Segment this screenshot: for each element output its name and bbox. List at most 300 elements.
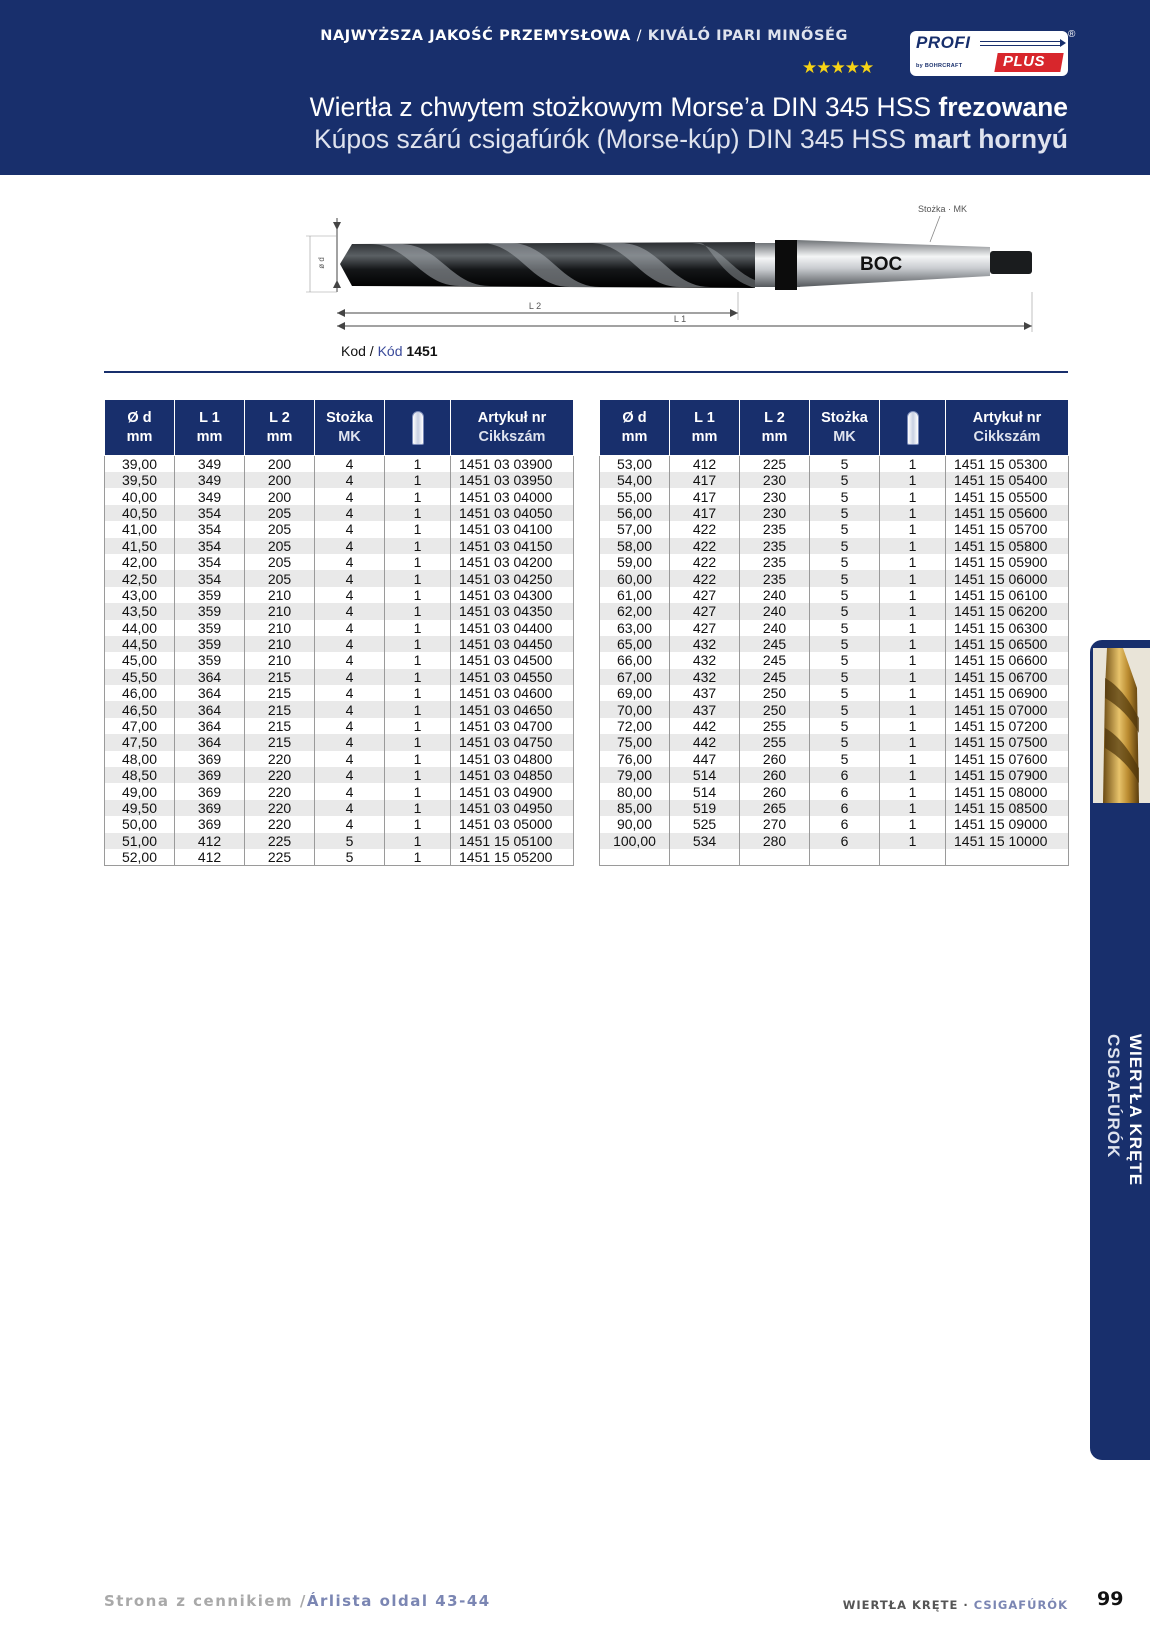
page-header <box>0 0 1150 175</box>
cell-diameter: 76,00 <box>616 750 653 767</box>
cell-taper: 5 <box>810 652 880 668</box>
cell-article: 1451 15 05800 <box>946 538 1069 554</box>
cell-article: 1451 15 07200 <box>946 718 1069 734</box>
cell-taper: 6 <box>810 833 880 849</box>
cell-l1: 534 <box>670 833 740 849</box>
cell-article: 1451 15 05400 <box>946 472 1069 488</box>
cell-diameter: 51,00 <box>105 833 175 849</box>
cell-article: 1451 15 06900 <box>946 685 1069 701</box>
table-row <box>105 652 574 668</box>
cell-diameter: 69,00 <box>616 685 653 702</box>
cell-article: 1451 03 04750 <box>451 734 574 750</box>
table-row <box>105 734 574 750</box>
title-hu-bold: mart hornyú <box>913 124 1068 154</box>
cell-diameter: 49,00 <box>121 783 158 800</box>
cell-taper: 4 <box>315 669 385 685</box>
cell-l2: 235 <box>740 554 810 570</box>
cell-pack: 1 <box>880 488 946 504</box>
cell-diameter: 72,00 <box>616 718 653 735</box>
tagline-hu: KIVÁLÓ IPARI MINŐSÉG <box>647 28 848 44</box>
cell-taper: 5 <box>810 521 880 537</box>
drill-bit-icon <box>980 41 1060 46</box>
cell-diameter: 53,00 <box>616 456 653 472</box>
tagline-separator: / <box>636 28 643 44</box>
cell-article: 1451 15 05200 <box>451 849 574 866</box>
drill-table-right <box>599 399 1069 866</box>
cell-article: 1451 03 04650 <box>451 701 574 717</box>
table-row <box>600 685 1069 701</box>
col-article-pl: Artykuł nr <box>972 409 1042 426</box>
table-body-left <box>105 456 574 866</box>
cell-l1: 437 <box>670 685 740 701</box>
cell-article: 1451 15 07600 <box>946 751 1069 767</box>
footer-left-pl: Strona z cennikiem <box>104 1592 300 1610</box>
cell-pack: 1 <box>880 538 946 554</box>
cell-article: 1451 15 06700 <box>946 669 1069 685</box>
cell-pack: 1 <box>880 570 946 586</box>
table-row <box>105 833 574 849</box>
cell-article: 1451 15 06600 <box>946 652 1069 668</box>
col-taper-unit: MK <box>338 428 361 445</box>
cell-article: 1451 15 08000 <box>946 783 1069 799</box>
section-footer-label <box>843 1598 1068 1612</box>
cell-pack: 1 <box>880 603 946 619</box>
col-diameter <box>105 400 175 456</box>
cell-diameter: 41,00 <box>121 521 158 538</box>
cell-pack: 1 <box>385 652 451 668</box>
cell-l1: 432 <box>670 652 740 668</box>
quality-stars: ★★★★★ <box>802 58 874 77</box>
cell-l1: 364 <box>175 669 245 685</box>
cell-diameter: 43,00 <box>121 586 158 603</box>
cell-article: 1451 15 05900 <box>946 554 1069 570</box>
cell-pack: 1 <box>880 833 946 849</box>
cell-l2: 230 <box>740 472 810 488</box>
logo-profi-text: PROFI <box>916 33 971 52</box>
cell-taper: 4 <box>315 816 385 832</box>
col-l1-title: L 1 <box>199 409 220 426</box>
cell-l1: 349 <box>175 456 245 473</box>
cell-taper: 5 <box>810 669 880 685</box>
cell-pack: 1 <box>385 620 451 636</box>
table-row <box>600 505 1069 521</box>
cell-pack: 1 <box>880 718 946 734</box>
cell-l1: 447 <box>670 751 740 767</box>
cell-l1: 514 <box>670 783 740 799</box>
cell-l2: 245 <box>740 669 810 685</box>
cell-pack: 1 <box>880 620 946 636</box>
table-row <box>105 538 574 554</box>
cell-pack: 1 <box>880 456 946 473</box>
cell-diameter: 42,50 <box>105 570 175 586</box>
table-row <box>600 472 1069 488</box>
cell-l1: 432 <box>670 669 740 685</box>
cell-article: 1451 03 04000 <box>451 488 574 504</box>
cell-l2: 205 <box>245 570 315 586</box>
cell-pack: 1 <box>880 472 946 488</box>
cell-diameter: 45,00 <box>121 652 158 669</box>
cell-l1: 525 <box>670 816 740 832</box>
cell-pack: 1 <box>385 833 451 849</box>
cell-pack: 1 <box>385 488 451 504</box>
table-row <box>600 833 1069 849</box>
cell-l2: 260 <box>740 767 810 783</box>
cell-l2: 240 <box>740 620 810 636</box>
diameter-label: ø d <box>317 257 326 269</box>
cell-article: 1451 03 04900 <box>451 783 574 799</box>
table-row <box>105 701 574 717</box>
cell-l1: 359 <box>175 652 245 668</box>
table-row <box>600 554 1069 570</box>
cell-taper: 5 <box>810 636 880 652</box>
cell-l2: 270 <box>740 816 810 832</box>
footer-left-hu: Árlista oldal 43-44 <box>306 1592 491 1610</box>
cell-taper: 4 <box>315 488 385 504</box>
cell-l1: 349 <box>175 488 245 504</box>
cell-l2: 255 <box>740 734 810 750</box>
cell-l2: 220 <box>245 767 315 783</box>
cell-taper: 5 <box>810 472 880 488</box>
cell-article: 1451 03 04450 <box>451 636 574 652</box>
cell-l1: 427 <box>670 587 740 603</box>
table-row <box>105 620 574 636</box>
cell-pack: 1 <box>880 767 946 783</box>
cell-pack: 1 <box>385 701 451 717</box>
cylinder-pack-icon <box>907 411 919 445</box>
cell-article: 1451 15 05500 <box>946 488 1069 504</box>
table-row <box>105 800 574 816</box>
cell-pack <box>880 849 946 865</box>
cell-l1: 442 <box>670 718 740 734</box>
cell-l1: 412 <box>175 833 245 849</box>
table-row <box>105 587 574 603</box>
cell-l2: 260 <box>740 751 810 767</box>
table-row <box>600 701 1069 717</box>
table-row <box>105 554 574 570</box>
title-hu <box>314 124 1068 155</box>
cell-taper: 6 <box>810 783 880 799</box>
table-header-row <box>600 400 1069 456</box>
cell-l2: 250 <box>740 685 810 701</box>
cell-pack: 1 <box>880 800 946 816</box>
col-article <box>451 400 574 456</box>
cell-pack: 1 <box>385 800 451 816</box>
profi-plus-logo <box>910 31 1068 76</box>
cell-l1: 369 <box>175 816 245 832</box>
cell-l1: 422 <box>670 554 740 570</box>
cell-article: 1451 15 06000 <box>946 570 1069 586</box>
cell-pack: 1 <box>385 603 451 619</box>
section-divider <box>104 371 1068 373</box>
cell-l1: 514 <box>670 767 740 783</box>
cell-diameter: 80,00 <box>616 783 653 800</box>
cell-l1: 519 <box>670 800 740 816</box>
table-row <box>105 685 574 701</box>
col-diameter <box>600 400 670 456</box>
cell-taper: 4 <box>315 472 385 488</box>
cell-l1: 364 <box>175 734 245 750</box>
cell-pack: 1 <box>385 751 451 767</box>
cell-l2: 230 <box>740 488 810 504</box>
cell-pack: 1 <box>385 554 451 570</box>
cell-pack: 1 <box>880 685 946 701</box>
cell-taper: 4 <box>315 751 385 767</box>
cell-l2: 235 <box>740 538 810 554</box>
l1-label: L 1 <box>673 314 687 324</box>
cell-l1: 349 <box>175 472 245 488</box>
cell-diameter: 75,00 <box>600 734 670 750</box>
gold-drill-icon <box>1093 648 1150 803</box>
table-row <box>105 783 574 799</box>
cell-l2: 225 <box>245 849 315 866</box>
cell-article: 1451 15 05700 <box>946 521 1069 537</box>
cell-l1: 437 <box>670 701 740 717</box>
cell-pack: 1 <box>880 521 946 537</box>
col-taper <box>810 400 880 456</box>
cell-pack: 1 <box>880 816 946 832</box>
cell-taper: 5 <box>810 734 880 750</box>
drill-collar <box>775 240 797 290</box>
cell-article: 1451 15 07500 <box>946 734 1069 750</box>
product-code <box>341 343 438 359</box>
cell-diameter: 67,00 <box>600 669 670 685</box>
cell-taper: 5 <box>810 620 880 636</box>
table-row <box>105 767 574 783</box>
cell-taper: 4 <box>315 570 385 586</box>
table-row <box>600 783 1069 799</box>
cell-article: 1451 15 09000 <box>946 816 1069 832</box>
table-row <box>600 734 1069 750</box>
cell-article: 1451 03 04950 <box>451 800 574 816</box>
table-row <box>105 718 574 734</box>
cell-l1: 417 <box>670 488 740 504</box>
cell-diameter: 49,50 <box>105 800 175 816</box>
col-l2 <box>245 400 315 456</box>
table-row <box>600 620 1069 636</box>
cell-pack: 1 <box>385 734 451 750</box>
cell-pack: 1 <box>880 554 946 570</box>
col-article-hu: Cikkszám <box>478 428 546 445</box>
table-row <box>600 488 1069 504</box>
l2-label: L 2 <box>528 301 542 311</box>
cell-taper: 5 <box>810 570 880 586</box>
title-pl-bold: frezowane <box>938 92 1068 122</box>
col-taper-title: Stożka <box>821 409 868 426</box>
side-tab-pl: WIERTŁA KRĘTE <box>1126 1034 1145 1187</box>
table-row <box>600 718 1069 734</box>
cell-l2: 220 <box>245 783 315 799</box>
cell-l1: 442 <box>670 734 740 750</box>
col-l2-title: L 2 <box>269 409 290 426</box>
cell-pack: 1 <box>880 652 946 668</box>
cell-article: 1451 15 07000 <box>946 701 1069 717</box>
cell-l1: 427 <box>670 603 740 619</box>
cell-taper: 5 <box>810 554 880 570</box>
col-pack <box>880 400 946 456</box>
cell-taper: 4 <box>315 734 385 750</box>
cell-article: 1451 03 04100 <box>451 521 574 537</box>
cell-article: 1451 15 10000 <box>946 833 1069 849</box>
cell-diameter: 85,00 <box>600 800 670 816</box>
kod-label-pl: Kod <box>341 343 366 359</box>
brand-mark: BOC <box>860 254 903 275</box>
cell-l1: 359 <box>175 603 245 619</box>
cell-pack: 1 <box>880 505 946 521</box>
cell-l1: 417 <box>670 472 740 488</box>
cell-pack: 1 <box>385 816 451 832</box>
cell-article: 1451 03 04700 <box>451 718 574 734</box>
cell-l1: 369 <box>175 751 245 767</box>
table-row <box>105 603 574 619</box>
title-hu-regular: Kúpos szárú csigafúrók (Morse-kúp) DIN 345 HSS <box>313 124 914 154</box>
cell-taper: 5 <box>810 456 880 473</box>
cell-article: 1451 03 03900 <box>451 456 574 473</box>
cell-pack: 1 <box>880 636 946 652</box>
table-row <box>105 669 574 685</box>
cell-article: 1451 15 08500 <box>946 800 1069 816</box>
cell-diameter: 40,00 <box>121 488 158 505</box>
cell-article: 1451 03 04350 <box>451 603 574 619</box>
cell-l1: 412 <box>670 456 740 473</box>
cell-l2: 220 <box>245 800 315 816</box>
cell-diameter: 57,00 <box>616 521 653 538</box>
table-row <box>600 570 1069 586</box>
cell-l2: 240 <box>740 587 810 603</box>
cell-pack: 1 <box>385 587 451 603</box>
cell-diameter: 46,50 <box>105 701 175 717</box>
table-row <box>105 521 574 537</box>
cell-diameter: 39,50 <box>105 472 175 488</box>
col-diameter-title: Ø d <box>622 409 647 426</box>
cell-taper: 5 <box>810 685 880 701</box>
cell-pack: 1 <box>880 783 946 799</box>
page-number: 99 <box>1097 1588 1124 1610</box>
cell-diameter: 50,00 <box>121 816 158 833</box>
cell-diameter: 63,00 <box>616 619 653 636</box>
cell-taper: 5 <box>810 538 880 554</box>
table-row <box>600 603 1069 619</box>
cell-article <box>946 849 1069 865</box>
cell-l2: 250 <box>740 701 810 717</box>
cell-l2: 200 <box>245 488 315 504</box>
logo-plus-text: PLUS <box>1003 53 1046 70</box>
col-l2-title: L 2 <box>764 409 785 426</box>
cell-diameter: 40,50 <box>105 505 175 521</box>
cell-diameter: 42,00 <box>121 554 158 571</box>
cell-l1: 369 <box>175 767 245 783</box>
cell-l2: 210 <box>245 652 315 668</box>
cell-l2: 215 <box>245 718 315 734</box>
title-pl <box>310 92 1068 123</box>
cell-diameter: 48,50 <box>105 767 175 783</box>
col-l1-title: L 1 <box>694 409 715 426</box>
cone-label: Stożka · MK <box>918 204 968 214</box>
col-l1-unit: mm <box>691 428 718 445</box>
cell-pack: 1 <box>385 636 451 652</box>
cell-l2: 240 <box>740 603 810 619</box>
cell-l2: 220 <box>245 816 315 832</box>
cell-taper: 5 <box>315 833 385 849</box>
cell-taper: 4 <box>315 521 385 537</box>
cell-diameter: 46,00 <box>121 685 158 702</box>
cell-l2: 245 <box>740 652 810 668</box>
shank-tang <box>990 251 1032 274</box>
table-row <box>600 849 1069 865</box>
cell-taper <box>810 849 880 865</box>
footer-right-hu: CSIGAFÚRÓK <box>973 1598 1068 1612</box>
cell-taper: 4 <box>315 620 385 636</box>
cell-diameter: 39,00 <box>121 456 158 472</box>
col-l1 <box>670 400 740 456</box>
cell-l1: 369 <box>175 783 245 799</box>
cell-l1: 354 <box>175 554 245 570</box>
col-l1-unit: mm <box>196 428 223 445</box>
cell-pack: 1 <box>385 505 451 521</box>
cell-taper: 5 <box>810 603 880 619</box>
col-diameter-title: Ø d <box>127 409 152 426</box>
cell-l2: 225 <box>245 833 315 849</box>
cell-taper: 6 <box>810 800 880 816</box>
tagline-pl: NAJWYŻSZA JAKOŚĆ PRZEMYSŁOWA <box>320 28 631 44</box>
cell-l1: 359 <box>175 620 245 636</box>
cell-article: 1451 15 06500 <box>946 636 1069 652</box>
cell-l2: 225 <box>740 456 810 473</box>
cell-l2: 245 <box>740 636 810 652</box>
col-taper <box>315 400 385 456</box>
cell-article: 1451 03 04300 <box>451 587 574 603</box>
cell-taper: 4 <box>315 718 385 734</box>
cell-taper: 4 <box>315 603 385 619</box>
cell-article: 1451 03 04600 <box>451 685 574 701</box>
table-row <box>105 816 574 832</box>
cell-l1: 364 <box>175 685 245 701</box>
table-body-right <box>600 456 1069 866</box>
kod-separator: / <box>365 343 378 359</box>
cell-l2: 215 <box>245 685 315 701</box>
kod-label-hu: Kód <box>377 343 403 359</box>
cell-l2: 210 <box>245 620 315 636</box>
col-article-hu: Cikkszám <box>973 428 1041 445</box>
col-l2-unit: mm <box>266 428 293 445</box>
drill-diagram <box>300 200 1080 365</box>
cell-l1: 422 <box>670 538 740 554</box>
title-pl-regular: Wiertła z chwytem stożkowym Morse’a DIN 345 HSS <box>309 92 939 122</box>
table-row <box>600 652 1069 668</box>
cell-taper: 4 <box>315 538 385 554</box>
cell-l1: 359 <box>175 636 245 652</box>
cell-l2: 210 <box>245 587 315 603</box>
cell-l2: 210 <box>245 636 315 652</box>
cell-l2: 265 <box>740 800 810 816</box>
table-row <box>105 751 574 767</box>
logo-byline: by BOHRCRAFT <box>916 63 963 69</box>
cell-l2: 260 <box>740 783 810 799</box>
cell-pack: 1 <box>385 783 451 799</box>
cell-taper: 4 <box>315 685 385 701</box>
cell-l2: 215 <box>245 701 315 717</box>
col-diameter-unit: mm <box>621 428 648 445</box>
cell-l2: 200 <box>245 456 315 473</box>
cell-taper: 4 <box>315 554 385 570</box>
cell-article: 1451 15 05100 <box>451 833 574 849</box>
cell-article: 1451 03 04050 <box>451 505 574 521</box>
cell-diameter: 58,00 <box>600 538 670 554</box>
cell-l1: 369 <box>175 800 245 816</box>
cell-l1: 354 <box>175 570 245 586</box>
table-row <box>105 472 574 488</box>
cell-diameter: 41,50 <box>105 538 175 554</box>
cell-pack: 1 <box>880 587 946 603</box>
